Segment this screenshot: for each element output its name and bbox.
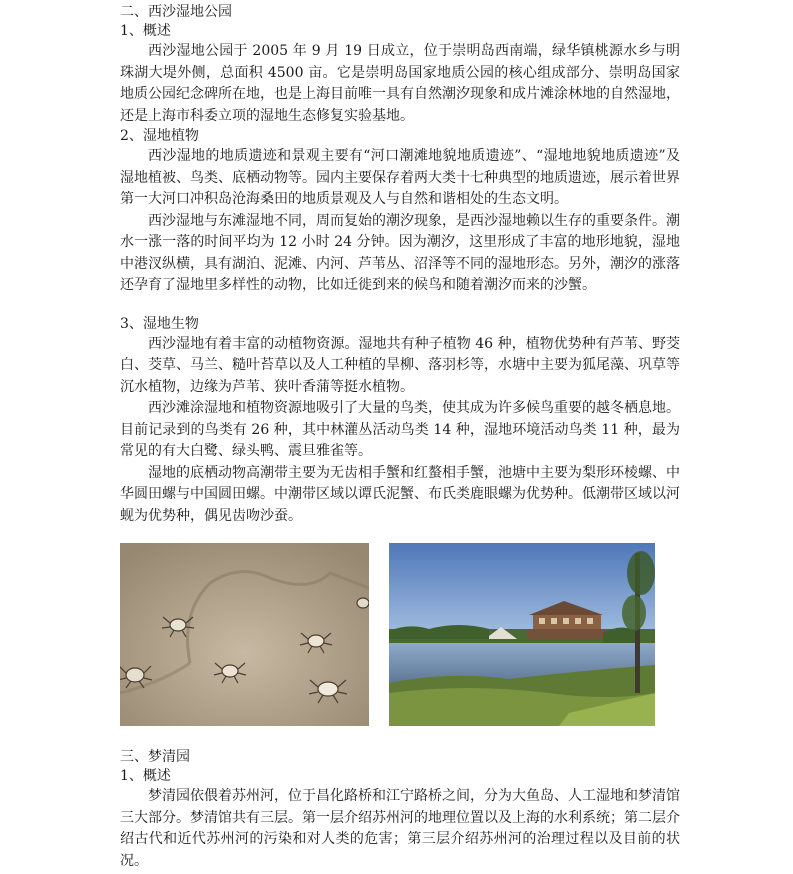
section-title: 三、梦清园: [120, 749, 190, 765]
spacer: [120, 297, 680, 315]
section-xisha: [120, 3, 680, 527]
section-mengqing: [120, 748, 680, 872]
subsection-heading: 1、概述: [120, 23, 171, 39]
paragraph: 西沙湿地有着丰富的动植物资源。湿地共有种子植物 46 种，植物优势种有芦苇、野茭白、茭草、马兰、糙叶苔草以及人工种植的旱柳、落羽杉等，水塘中主要为狐尾藻、巩草等沉水植物，边缘为芦苇、狭叶香蒲等挺水植物。: [120, 335, 680, 395]
paragraph: 西沙湿地的地质遗迹和景观主要有“河口潮滩地貌地质遗迹”、“湿地地貌地质遗迹”及湿地植被、鸟类、底栖动物等。园内主要保存着两大类十七种典型的地质遗迹，展示着世界第一大河口冲积岛沧海桑田的地质景观及人与自然和谐相处的生态文明。: [120, 148, 680, 207]
wetland-lodge-photo: [389, 543, 655, 726]
paragraph: 湿地的底栖动物高潮带主要为无齿相手蟹和红螯相手蟹，池塘中主要为梨形环棱螺、中华圆田螺与中国圆田螺。中潮带区域以谭氏泥蟹、布氏类鹿眼螺为优势种。低潮带区域以河蚬为优势种，偶见齿吻沙蚕。: [120, 464, 680, 524]
section-title: 二、西沙湿地公园: [120, 4, 232, 20]
paragraph: 西沙湿地与东滩湿地不同，周而复始的潮汐现象，是西沙湿地赖以生存的重要条件。潮水一涨一落的时间平均为 12 小时 24 分钟。因为潮汐，这里形成了丰富的地形地貌，湿地中港汊纵横，具有湖泊、泥滩、内河、芦苇丛、沼泽等不同的湿地形态。另外，潮汐的涨落还孕育了湿地里多样性的动物，比如迁徙到来的候鸟和随着潮汐而来的沙蟹。: [120, 212, 680, 293]
paragraph: 西沙滩涂湿地和植物资源地吸引了大量的鸟类，使其成为许多候鸟重要的越冬栖息地。目前记录到的鸟类有 26 种，其中林灌丛活动鸟类 14 种，湿地环境活动鸟类 11 种，最为常见的有大白鹭、绿头鸭、震旦雅雀等。: [120, 400, 680, 459]
paragraph: 梦清园依偎着苏州河，位于昌化路桥和江宁路桥之间，分为大鱼岛、人工湿地和梦清馆三大部分。梦清馆共有三层。第一层介绍苏州河的地理位置以及上海的水利系统；第二层介绍古代和近代苏州河的污染和对人类的危害；第三层介绍苏州河的治理过程以及目前的状况。: [120, 788, 680, 869]
subsection-heading: 3、湿地生物: [120, 315, 199, 332]
paragraph: 西沙湿地公园于 2005 年 9 月 19 日成立，位于崇明岛西南端，绿华镇桃源水乡与明珠湖大堤外侧，总面积 4500 亩。它是崇明岛国家地质公园的核心组成部分、崇明岛国家地质公园纪念碑所在地，也是上海目前唯一具有自然潮汐现象和成片滩涂林地的自然湿地，还是上海市科委立项的湿地生态修复实验基地。: [120, 43, 680, 124]
crab-photo: [120, 543, 369, 726]
subsection-heading: 1、概述: [120, 768, 171, 784]
subsection-heading: 2、湿地植物: [120, 128, 199, 144]
